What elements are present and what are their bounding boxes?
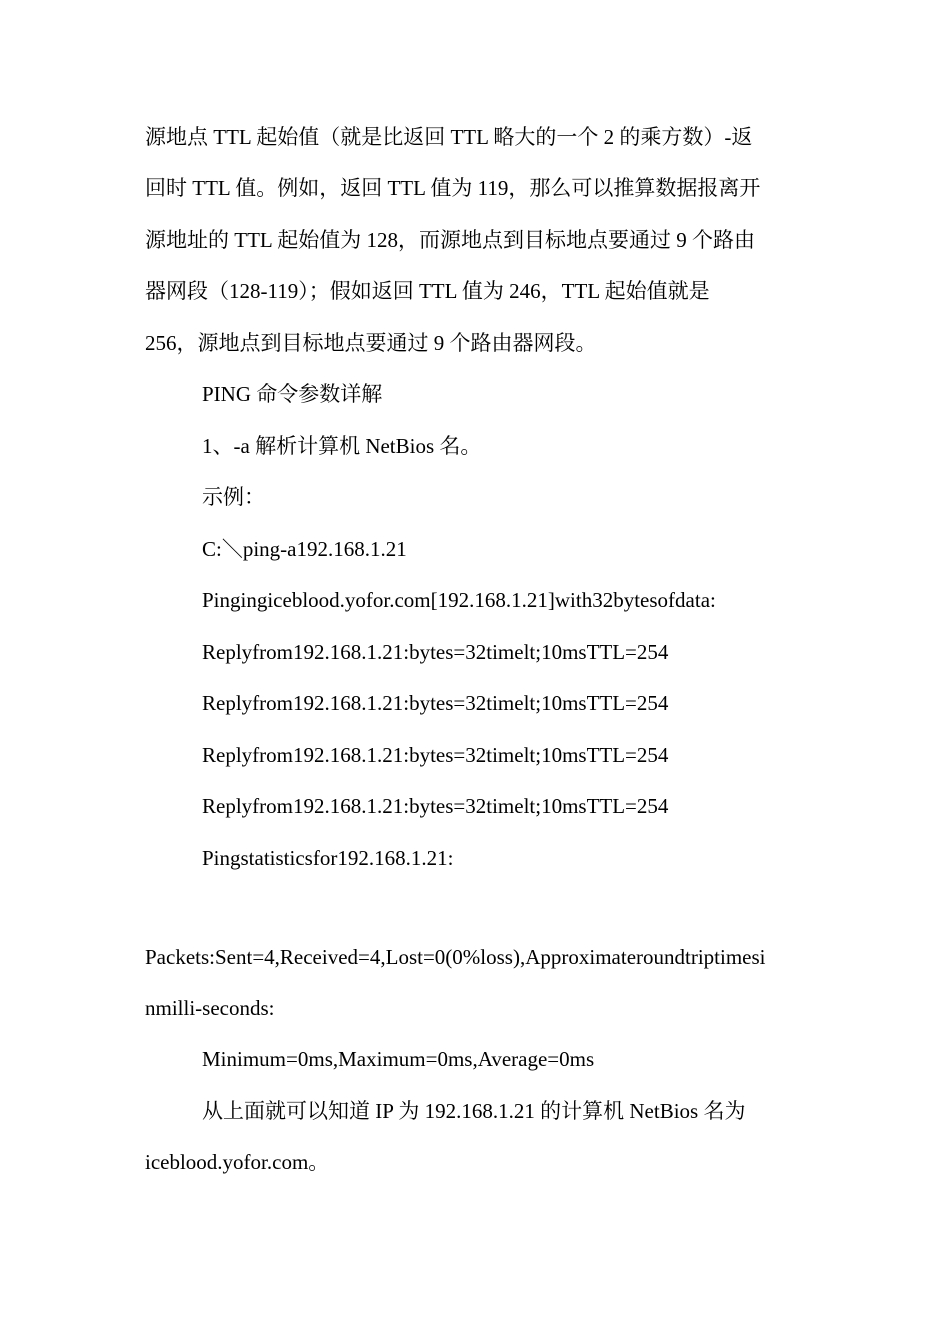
code-line: C:＼ping-a192.168.1.21 xyxy=(202,537,407,561)
body-text-line: 回时 TTL 值。例如，返回 TTL 值为 119，那么可以推算数据报离开 xyxy=(145,176,761,200)
body-text-line: 256，源地点到目标地点要通过 9 个路由器网段。 xyxy=(145,331,597,355)
body-text-line: iceblood.yofor.com。 xyxy=(145,1150,330,1174)
body-text-line: 源地点 TTL 起始值（就是比返回 TTL 略大的一个 2 的乘方数）-返 xyxy=(145,125,753,149)
body-text-line: 1、-a 解析计算机 NetBios 名。 xyxy=(202,434,482,458)
code-line: Packets:Sent=4,Received=4,Lost=0(0%loss),Approximateroundtriptimesi xyxy=(145,945,766,969)
code-line: Pingstatisticsfor192.168.1.21: xyxy=(202,846,454,870)
section-heading: PING 命令参数详解 xyxy=(202,382,383,406)
code-line: Pingingiceblood.yofor.com[192.168.1.21]with32bytesofdata: xyxy=(202,588,716,612)
body-text-line: 器网段（128-119）；假如返回 TTL 值为 246，TTL 起始值就是 xyxy=(145,279,710,303)
code-line: Replyfrom192.168.1.21:bytes=32timelt;10msTTL=254 xyxy=(202,743,669,767)
code-line: Minimum=0ms,Maximum=0ms,Average=0ms xyxy=(202,1047,595,1071)
body-text-line: 从上面就可以知道 IP 为 192.168.1.21 的计算机 NetBios 名为 xyxy=(202,1099,746,1123)
body-text-line: 示例： xyxy=(202,485,265,509)
code-line: Replyfrom192.168.1.21:bytes=32timelt;10msTTL=254 xyxy=(202,794,669,818)
code-line: Replyfrom192.168.1.21:bytes=32timelt;10msTTL=254 xyxy=(202,640,669,664)
code-line: Replyfrom192.168.1.21:bytes=32timelt;10msTTL=254 xyxy=(202,691,669,715)
code-line: nmilli-seconds: xyxy=(145,996,275,1020)
body-text-line: 源地址的 TTL 起始值为 128，而源地点到目标地点要通过 9 个路由 xyxy=(145,228,755,252)
